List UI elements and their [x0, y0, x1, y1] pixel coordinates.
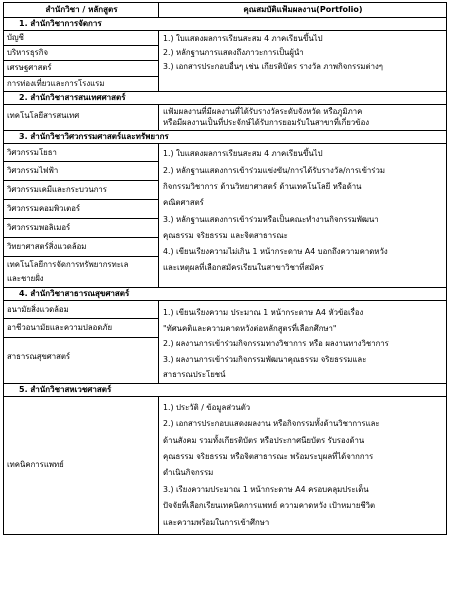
program-item: อนามัยสิ่งแวดล้อม	[7, 305, 69, 315]
program-item: การท่องเที่ยวและการโรงแรม	[4, 76, 158, 91]
criteria-line: คุณธรรม จริยธรรม หรือจิตสาธารณะ พร้อมระบุผลที่ได้จากการ	[163, 452, 374, 462]
program-item: เศรษฐศาสตร์	[4, 60, 158, 75]
criteria-line: และเหตุผลที่เลือกสมัครเรียนในสาขาวิชาที่สมัคร	[163, 263, 324, 273]
criteria-line: คุณธรรม จริยธรรม และจิตสาธารณะ	[163, 230, 288, 240]
section-title: 5. สำนักวิชาสหเวชศาสตร์	[4, 383, 447, 396]
criteria-line: 3.) เรียงความประมาณ 1 หน้ากระดาษ A4 ครอบคลุมประเด็น	[163, 484, 369, 494]
table-header-row	[4, 3, 447, 18]
section-title: 1. สำนักวิชาการจัดการ	[4, 18, 447, 31]
criteria-cell	[159, 31, 447, 92]
program-list	[4, 104, 159, 131]
criteria-line: ด้านสังคม รวมทั้งเกียรติบัตร หรือประกาศนียบัตร รับรองด้าน	[163, 435, 365, 445]
section-body-row	[4, 31, 447, 92]
program-item: สาธารณสุขศาสตร์	[4, 337, 158, 376]
criteria-line: 3.) ผลงานการเข้าร่วมกิจกรรมพัฒนาคุณธรรม จริยธรรมและ	[163, 354, 367, 364]
header-portfolio: คุณสมบัติแฟ้มผลงาน(Portfolio)	[159, 3, 447, 18]
criteria-line: 3.) เอกสารประกอบอื่นๆ เช่น เกียรติบัตร รางวัล ภาพกิจกรรมต่างๆ	[163, 62, 383, 71]
program-item: วิทยาศาสตร์สิ่งแวดล้อม	[4, 237, 158, 256]
header-program: สำนักวิชา / หลักสูตร	[4, 3, 159, 18]
program-item: วิศวกรรมคอมพิวเตอร์	[4, 199, 158, 218]
criteria-line: แฟ้มผลงานที่มีผลงานที่ได้รับรางวัลระดับจังหวัด หรือภูมิภาค	[163, 106, 363, 116]
program-item: เทคโนโลยีการจัดการทรัพยากรทะเล	[4, 256, 158, 272]
section-header-row	[4, 91, 447, 104]
criteria-line: 1.) ประวัติ / ข้อมูลส่วนตัว	[163, 402, 251, 412]
criteria-line: สาธารณประโยชน์	[163, 370, 226, 380]
section-title: 3. สำนักวิชาวิศวกรรมศาสตร์และทรัพยากร	[4, 131, 447, 144]
program-item: วิศวกรรมเคมีและกระบวนการ	[4, 180, 158, 199]
section-title: 4. สำนักวิชาสาธารณสุขศาสตร์	[4, 288, 447, 301]
criteria-line: คณิตศาสตร์	[163, 198, 204, 208]
criteria-line: 2.) หลักฐานการแสดงถึงภาวะการเป็นผู้นำ	[163, 48, 304, 57]
section-header-row	[4, 131, 447, 144]
program-item: เทคโนโลยีสารสนเทศ	[7, 110, 80, 120]
criteria-line: "ทัศนคติและความคาดหวังต่อหลักสูตรที่เลือกศึกษา"	[163, 323, 337, 333]
section-body-row	[4, 104, 447, 131]
criteria-cell	[159, 396, 447, 534]
section-header-row	[4, 383, 447, 396]
section-header-row	[4, 288, 447, 301]
criteria-line: 3.) หลักฐานแสดงการเข้าร่วมหรือเป็นคณะทำงานกิจกรรมพัฒนา	[163, 214, 379, 224]
criteria-line: ดำเนินกิจกรรม	[163, 468, 214, 478]
criteria-line: 1.) ใบแสดงผลการเรียนสะสม 4 ภาคเรียนขึ้นไป	[163, 149, 323, 159]
criteria-cell	[159, 104, 447, 131]
program-list	[4, 396, 159, 534]
criteria-cell	[159, 301, 447, 384]
program-list	[4, 144, 159, 288]
criteria-line: ปัจจัยที่เลือกเรียนเทคนิคการแพทย์ ความคาดหวัง เป้าหมายชีวิต	[163, 501, 376, 511]
criteria-line: หรือมีผลงานเป็นที่ประจักษ์ได้รับการยอมรับในสาขาที่เกี่ยวข้อง	[163, 118, 370, 128]
program-item: วิศวกรรมพอลิเมอร์	[4, 218, 158, 237]
portfolio-table	[3, 2, 447, 535]
program-item: เทคนิคการแพทย์	[7, 460, 64, 470]
criteria-line: กิจกรรมวิชาการ ด้านวิทยาศาสตร์ ด้านเทคโนโลยี หรือด้าน	[163, 181, 362, 191]
criteria-line: 1.) เขียนเรียงความ ประมาณ 1 หน้ากระดาษ A4 หัวข้อเรื่อง	[163, 308, 364, 318]
criteria-line: 2.) หลักฐานแสดงการเข้าร่วมแข่งขัน/การได้รับรางวัล/การเข้าร่วม	[163, 165, 386, 175]
section-header-row	[4, 18, 447, 31]
program-item: วิศวกรรมไฟฟ้า	[4, 161, 158, 180]
criteria-line: 1.) ใบแสดงผลการเรียนสะสม 4 ภาคเรียนขึ้นไป	[163, 34, 323, 43]
program-item: บัญชี	[7, 33, 24, 42]
criteria-line: 4.) เขียนเรียงความไม่เกิน 1 หน้ากระดาษ A4 บอกถึงความคาดหวัง	[163, 247, 388, 257]
section-body-row	[4, 301, 447, 384]
criteria-line: 2.) ผลงานการเข้าร่วมกิจกรรมทางวิชาการ หรือ ผลงานทางวิชาการ	[163, 339, 389, 349]
criteria-line: และความพร้อมในการเข้าศึกษา	[163, 517, 270, 527]
criteria-cell	[159, 144, 447, 288]
section-title: 2. สำนักวิชาสารสนเทศศาสตร์	[4, 91, 447, 104]
program-list	[4, 301, 159, 384]
program-item: อาชีวอนามัยและความปลอดภัย	[4, 318, 158, 337]
section-body-row	[4, 396, 447, 534]
program-item: และชายฝั่ง	[7, 274, 44, 284]
program-list	[4, 31, 159, 92]
criteria-line: 2.) เอกสารประกอบแสดงผลงาน หรือกิจกรรมทั้งด้านวิชาการและ	[163, 419, 380, 429]
section-body-row	[4, 144, 447, 288]
program-item: วิศวกรรมโยธา	[7, 148, 57, 158]
program-item: บริหารธุรกิจ	[4, 45, 158, 60]
